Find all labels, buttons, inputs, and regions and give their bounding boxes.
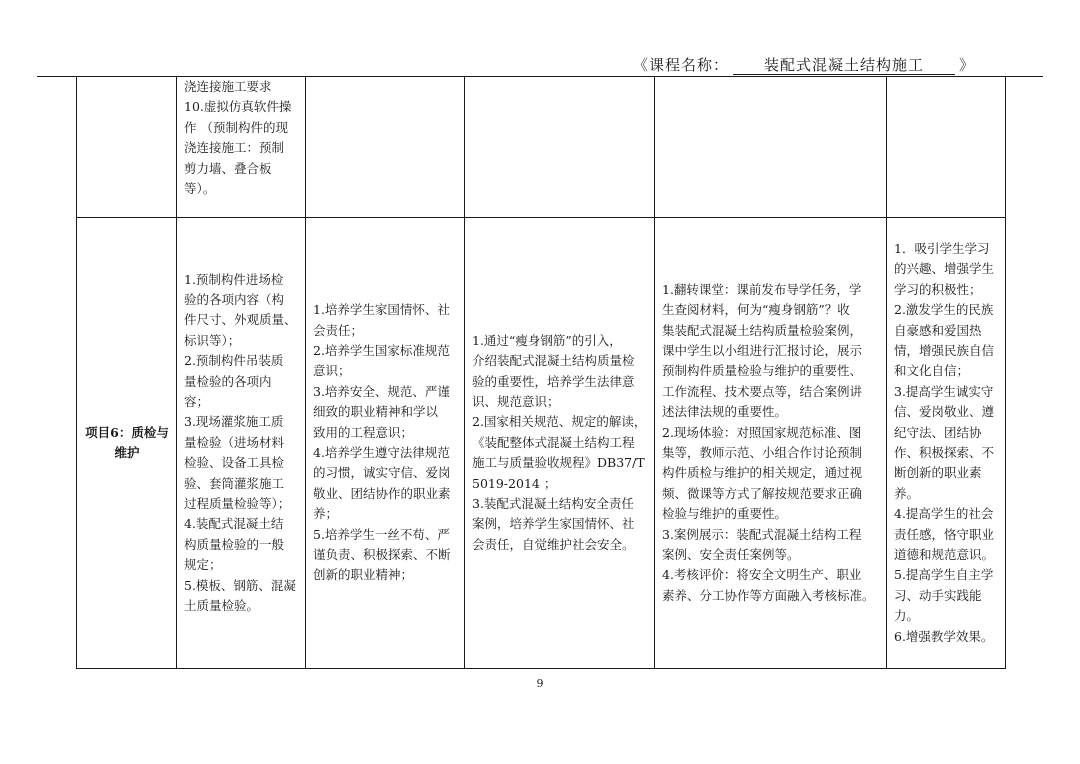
content-line: 作 （预制构件的现: [184, 119, 288, 135]
ideology-line: 谨负责、积极探索、不断: [313, 547, 451, 563]
goal-line: 力。: [894, 608, 920, 624]
header-prefix: 《课程名称：: [632, 56, 729, 74]
project-cell: [77, 218, 177, 669]
goal-cell: [887, 218, 1006, 669]
method-line: 1.翻转课堂：课前发布导学任务，学: [662, 281, 862, 297]
goal-line: 养。: [894, 485, 920, 501]
goal-line: 和文化自信；: [894, 363, 970, 379]
goal-cell: [887, 77, 1006, 218]
ideology-line: 创新的职业精神；: [313, 567, 414, 583]
ideology-line: 的习惯，诚实守信、爱岗: [313, 465, 451, 481]
element-cell: [465, 77, 655, 218]
content-line: 5.模板、钢筋、混凝: [184, 577, 296, 593]
content-line: 过程质量检验等）；: [184, 496, 291, 512]
method-line: 集等，教师示范、小组合作讨论预制: [662, 445, 863, 460]
goal-line: 责任感，恪守职业: [894, 526, 995, 542]
ideology-line: 细致的职业精神和学以: [313, 404, 439, 420]
goal-line: 学习的积极性；: [894, 281, 982, 297]
content-line: 4.装配式混凝土结: [184, 516, 284, 532]
content-line: 浇连接施工要求: [184, 79, 272, 94]
ideology-line: 会责任；: [313, 322, 364, 338]
element-line: 《装配整体式混凝土结构工程: [472, 434, 635, 450]
content-line: 10.虚拟仿真软件操: [184, 99, 292, 115]
content-line: 验、套筒灌浆施工: [184, 475, 285, 491]
content-line: 检验、设备工具检: [184, 455, 285, 471]
table-row: [77, 77, 1006, 218]
content-line: 3.现场灌浆施工质: [184, 414, 284, 430]
content-line: 土质量检验。: [184, 598, 260, 614]
goal-line: 6.增强教学效果。: [894, 628, 994, 644]
method-line: 构件质检与维护的相关规定，通过视: [662, 465, 863, 481]
content-line: 浇连接施工：预制: [184, 140, 285, 156]
header-suffix: 》: [958, 56, 975, 74]
goal-line: 2.激发学生的民族: [894, 302, 994, 318]
element-line: 验的重要性，培养学生法律意: [472, 373, 635, 389]
table-row: [77, 218, 1006, 669]
ideology-line: 4.培养学生遵守法律规范: [313, 445, 450, 460]
element-line: 施工与质量验收规程》DB37/T: [472, 455, 645, 471]
method-line: 案例、安全责任案例等。: [662, 547, 800, 563]
ideology-line: 2.培养学生国家标准规范: [313, 342, 450, 358]
goal-line: 情，增强民族自信: [894, 342, 995, 358]
method-cell: [655, 77, 887, 218]
element-line: 5019-2014 ；: [472, 475, 557, 491]
ideology-line: 3.培养安全、规范、严谨: [313, 383, 450, 399]
content-line: 量检验（进场材料: [184, 434, 285, 450]
element-line: 案例，培养学生家国情怀、社: [472, 516, 635, 532]
method-line: 4.考核评价：将安全文明生产、职业: [662, 567, 862, 583]
content-line: 构质量检验的一般: [184, 536, 285, 552]
goal-line: 1．吸引学生学习: [894, 240, 990, 256]
element-line: 2.国家相关规范、规定的解读，: [472, 414, 647, 430]
content-cell: [177, 77, 306, 218]
element-line: 会责任，自觉维护社会安全。: [472, 536, 635, 552]
ideology-line: 1.培养学生家国情怀、社: [313, 302, 450, 318]
content-line: 1.预制构件进场检: [184, 271, 284, 287]
goal-line: 习、动手实践能: [894, 587, 982, 603]
page-number: 9: [536, 677, 544, 690]
document-header: [633, 54, 975, 75]
ideology-line: 致用的工程意识；: [313, 424, 414, 440]
goal-line: 信、爱岗敬业、遵: [894, 404, 995, 420]
method-line: 检验与维护的重要性。: [662, 506, 788, 522]
content-line: 规定；: [184, 557, 222, 573]
element-line: 1.通过“瘦身钢筋”的引入，: [472, 332, 622, 348]
element-line: 3.装配式混凝土结构安全责任: [472, 496, 634, 512]
goal-line: 的兴趣、增强学生: [894, 261, 995, 277]
content-line: 量检验的各项内: [184, 373, 272, 389]
ideology-cell: [306, 218, 465, 669]
project-cell: [77, 77, 177, 218]
goal-line: 5.提高学生自主学: [894, 567, 994, 583]
method-line: 2.现场体验：对照国家规范标准、图: [662, 424, 862, 440]
content-line: 标识等）；: [184, 332, 241, 348]
goal-line: 4.提高学生的社会: [894, 506, 994, 522]
course-name: 装配式混凝土结构施工: [733, 57, 955, 75]
goal-line: 作、积极探索、不: [894, 445, 995, 460]
method-line: 生查阅材料，何为“瘦身钢筋”？收: [662, 302, 850, 318]
content-line: 件尺寸、外观质量、: [184, 312, 297, 328]
ideology-line: 敬业、团结协作的职业素: [313, 485, 451, 501]
ideology-line: 5.培养学生一丝不苟、严: [313, 526, 450, 542]
method-line: 3.案例展示：装配式混凝土结构工程: [662, 526, 862, 542]
method-line: 素养、分工协作等方面融入考核标准。: [662, 587, 875, 603]
element-line: 介绍装配式混凝土结构质量检: [472, 353, 635, 369]
content-line: 容；: [184, 393, 210, 409]
method-line: 工作流程、技术要点等，结合案例讲: [662, 383, 863, 399]
ideology-line: 意识；: [313, 363, 351, 379]
method-line: 课中学生以小组进行汇报讨论，展示: [662, 342, 863, 358]
goal-line: 道德和规范意识。: [894, 547, 995, 563]
content-line: 2.预制构件吊装质: [184, 353, 284, 369]
method-line: 集装配式混凝土结构质量检验案例，: [662, 322, 863, 338]
method-line: 预制构件质量检验与维护的重要性、: [662, 363, 863, 379]
content-line: 剪力墙、叠合板: [184, 160, 272, 176]
content-cell: [177, 218, 306, 669]
element-line: 识、规范意识；: [472, 393, 560, 409]
goal-line: 自豪感和爱国热: [894, 322, 982, 338]
goal-line: 纪守法、团结协: [894, 424, 982, 440]
method-line: 述法律法规的重要性。: [662, 404, 788, 420]
content-line: 等）。: [184, 181, 216, 197]
goal-line: 断创新的职业素: [894, 465, 982, 481]
ideology-cell: [306, 77, 465, 218]
project-title: 项目6：质检与维护: [85, 424, 169, 460]
element-cell: [465, 218, 655, 669]
content-line: 验的各项内容（构: [184, 291, 285, 307]
ideology-line: 养；: [313, 506, 339, 522]
goal-line: 3.提高学生诚实守: [894, 383, 994, 399]
method-cell: [655, 218, 887, 669]
method-line: 频、微课等方式了解按规范要求正确: [662, 485, 863, 501]
course-table: [76, 76, 1006, 669]
